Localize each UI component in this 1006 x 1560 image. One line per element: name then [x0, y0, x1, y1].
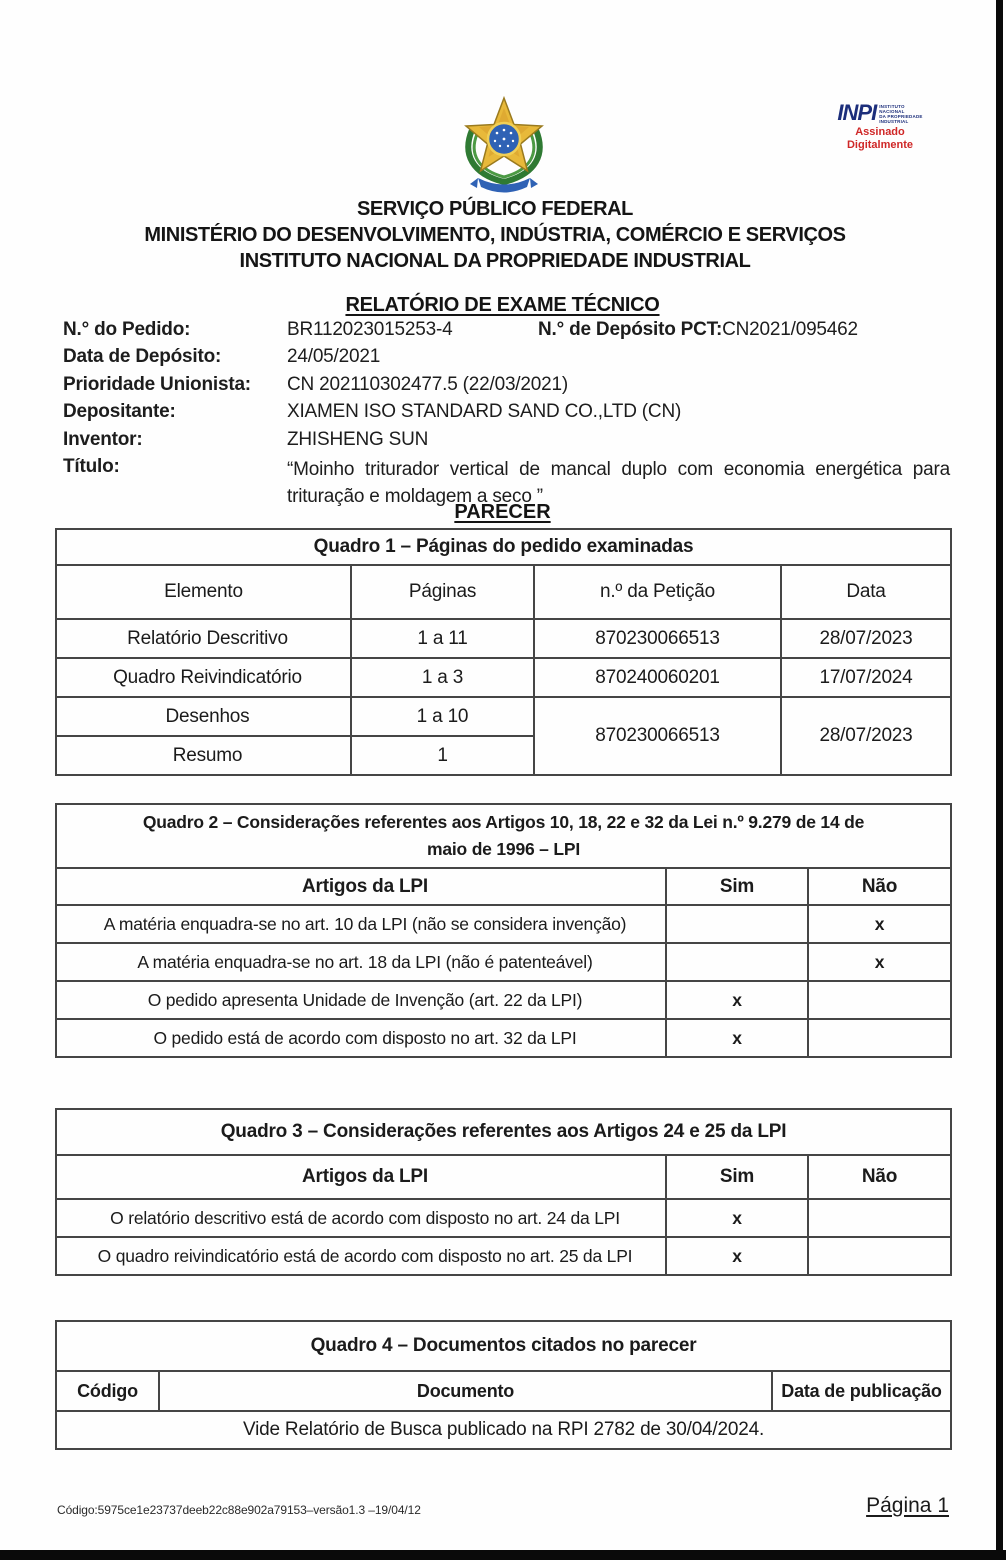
- quadro3-header-sim: Sim: [666, 1155, 808, 1199]
- quadro1-header-elemento: Elemento: [56, 565, 351, 619]
- table-row: [56, 1019, 951, 1057]
- cell-sim: [666, 905, 808, 943]
- cell-sim: x: [666, 1199, 808, 1237]
- prioridade-label: Prioridade Unionista:: [63, 373, 251, 395]
- table-row: [56, 658, 951, 697]
- field-row-depositante: [63, 401, 950, 428]
- quadro1-title: Quadro 1 – Páginas do pedido examinadas: [56, 529, 951, 565]
- cell-nao: [808, 1237, 951, 1275]
- table-row: [56, 1411, 951, 1449]
- inpi-org-line: DA PROPRIEDADE: [879, 114, 923, 119]
- cell-elemento: Resumo: [56, 736, 351, 775]
- quadro3-header-artigos: Artigos da LPI: [56, 1155, 666, 1199]
- header-instituto: INSTITUTO NACIONAL DA PROPRIEDADE INDUSTRIAL: [239, 250, 751, 272]
- cell-paginas: 1: [351, 736, 534, 775]
- titulo-value: “Moinho triturador vertical de mancal duplo com economia energética para trituração e moldagem a seco ”: [287, 458, 950, 508]
- cell-sim: x: [666, 1019, 808, 1057]
- signed-digitally-label: Assinado Digitalmente: [846, 126, 913, 151]
- depositante-value: XIAMEN ISO STANDARD SAND CO.,LTD (CN): [287, 401, 682, 423]
- cell-artigo: O relatório descritivo está de acordo com disposto no art. 24 da LPI: [56, 1199, 666, 1237]
- table-row: [56, 943, 951, 981]
- quadro2-title-row: [56, 804, 951, 868]
- cell-elemento: Relatório Descritivo: [56, 619, 351, 658]
- inpi-logo: [824, 100, 936, 152]
- quadro4-header-documento: Documento: [159, 1371, 772, 1411]
- field-row-inventor: [63, 429, 950, 456]
- cell-elemento: Quadro Reivindicatório: [56, 658, 351, 697]
- quadro2-title: Quadro 2 – Considerações referentes aos Artigos 10, 18, 22 e 32 da Lei n.º 9.279 de 14 de maio de 1996 – LPI: [56, 804, 951, 868]
- quadro4-header-row: [56, 1371, 951, 1411]
- cell-paginas: 1 a 10: [351, 697, 534, 736]
- titulo-label: Título:: [63, 455, 120, 477]
- table-row: [56, 619, 951, 658]
- cell-data-merged: 28/07/2023: [781, 697, 951, 775]
- deposito-label: Data de Depósito:: [63, 346, 222, 368]
- depositante-label: Depositante:: [63, 401, 176, 423]
- quadro2-table: [55, 803, 952, 1058]
- cell-sim: [666, 943, 808, 981]
- table-row: [56, 1199, 951, 1237]
- quadro2-header-nao: Não: [808, 868, 951, 905]
- inpi-logo-text: INPI: [837, 100, 877, 125]
- quadro4-header-codigo: Código: [56, 1371, 159, 1411]
- quadro3-title-row: [56, 1109, 951, 1155]
- quadro1-title-row: [56, 529, 951, 565]
- pct-value: CN2021/095462: [722, 319, 858, 340]
- pct-label: N.° de Depósito PCT:: [538, 319, 723, 340]
- deposito-value: 24/05/2021: [287, 346, 381, 368]
- cell-artigo: O quadro reivindicatório está de acordo com disposto no art. 25 da LPI: [56, 1237, 666, 1275]
- cell-nao: x: [808, 943, 951, 981]
- inpi-org-line: INDUSTRIAL: [879, 119, 909, 124]
- cell-artigo: O pedido apresenta Unidade de Invenção (art. 22 da LPI): [56, 981, 666, 1019]
- quadro2-header-sim: Sim: [666, 868, 808, 905]
- cell-peticao: 870240060201: [534, 658, 781, 697]
- cell-artigo: A matéria enquadra-se no art. 18 da LPI (não é patenteável): [56, 943, 666, 981]
- quadro1-header-peticao: n.º da Petição: [534, 565, 781, 619]
- inpi-org-name: [879, 104, 922, 124]
- table-row: [56, 697, 951, 736]
- scan-edge-bottom: [0, 1550, 1006, 1560]
- inpi-org-line: INSTITUTO: [879, 104, 905, 109]
- header-ministerio: MINISTÉRIO DO DESENVOLVIMENTO, INDÚSTRIA, COMÉRCIO E SERVIÇOS: [144, 224, 846, 246]
- gov-header: [35, 196, 955, 274]
- cell-peticao-merged: 870230066513: [534, 697, 781, 775]
- cell-artigo: A matéria enquadra-se no art. 10 da LPI (não se considera invenção): [56, 905, 666, 943]
- footer-document-code: Código:5975ce1e23737deeb22c88e902a79153–versão1.3 –19/04/12: [57, 1503, 421, 1517]
- cell-sim: x: [666, 981, 808, 1019]
- inventor-label: Inventor:: [63, 428, 143, 450]
- quadro4-header-data-publicacao: Data de publicação: [772, 1371, 951, 1411]
- cell-artigo: O pedido está de acordo com disposto no art. 32 da LPI: [56, 1019, 666, 1057]
- table-row: [56, 1237, 951, 1275]
- quadro1-header-row: [56, 565, 951, 619]
- cell-sim: x: [666, 1237, 808, 1275]
- quadro4-title-row: [56, 1321, 951, 1371]
- inventor-value: ZHISHENG SUN: [287, 428, 429, 450]
- quadro2-header-row: [56, 868, 951, 905]
- quadro3-title: Quadro 3 – Considerações referentes aos Artigos 24 e 25 da LPI: [56, 1109, 951, 1155]
- brazil-coat-of-arms-icon: [450, 96, 558, 198]
- page-number: Página 1: [866, 1494, 949, 1517]
- quadro3-table: [55, 1108, 952, 1276]
- parecer-heading: PARECER: [454, 501, 551, 523]
- quadro2-header-artigos: Artigos da LPI: [56, 868, 666, 905]
- bibliographic-fields: [63, 319, 950, 511]
- cell-nao: x: [808, 905, 951, 943]
- quadro3-header-row: [56, 1155, 951, 1199]
- cell-peticao: 870230066513: [534, 619, 781, 658]
- quadro4-content: Vide Relatório de Busca publicado na RPI 2782 de 30/04/2024.: [56, 1411, 951, 1449]
- quadro3-header-nao: Não: [808, 1155, 951, 1199]
- quadro1-header-paginas: Páginas: [351, 565, 534, 619]
- quadro4-table: [55, 1320, 952, 1450]
- cell-paginas: 1 a 11: [351, 619, 534, 658]
- inpi-org-line: NACIONAL: [879, 109, 905, 114]
- cell-elemento: Desenhos: [56, 697, 351, 736]
- table-row: [56, 905, 951, 943]
- prioridade-value: CN 202110302477.5 (22/03/2021): [287, 373, 568, 395]
- cell-nao: [808, 1199, 951, 1237]
- cell-nao: [808, 1019, 951, 1057]
- pedido-value: BR112023015253-4: [287, 319, 453, 340]
- cell-data: 17/07/2024: [781, 658, 951, 697]
- table-row: [56, 981, 951, 1019]
- report-title: RELATÓRIO DE EXAME TÉCNICO: [345, 294, 660, 316]
- field-row-prioridade: [63, 374, 950, 401]
- header-servico-publico: SERVIÇO PÚBLICO FEDERAL: [356, 198, 633, 220]
- quadro4-title: Quadro 4 – Documentos citados no parecer: [56, 1321, 951, 1371]
- field-row-deposito: [63, 346, 950, 373]
- field-row-pedido: [63, 319, 950, 346]
- cell-nao: [808, 981, 951, 1019]
- quadro1-header-data: Data: [781, 565, 951, 619]
- quadro1-table: [55, 528, 952, 776]
- cell-data: 28/07/2023: [781, 619, 951, 658]
- pedido-label: N.° do Pedido:: [63, 319, 191, 340]
- scan-edge-right: [996, 0, 1003, 1560]
- cell-paginas: 1 a 3: [351, 658, 534, 697]
- brazil-coat-of-arms-logo: [450, 96, 558, 198]
